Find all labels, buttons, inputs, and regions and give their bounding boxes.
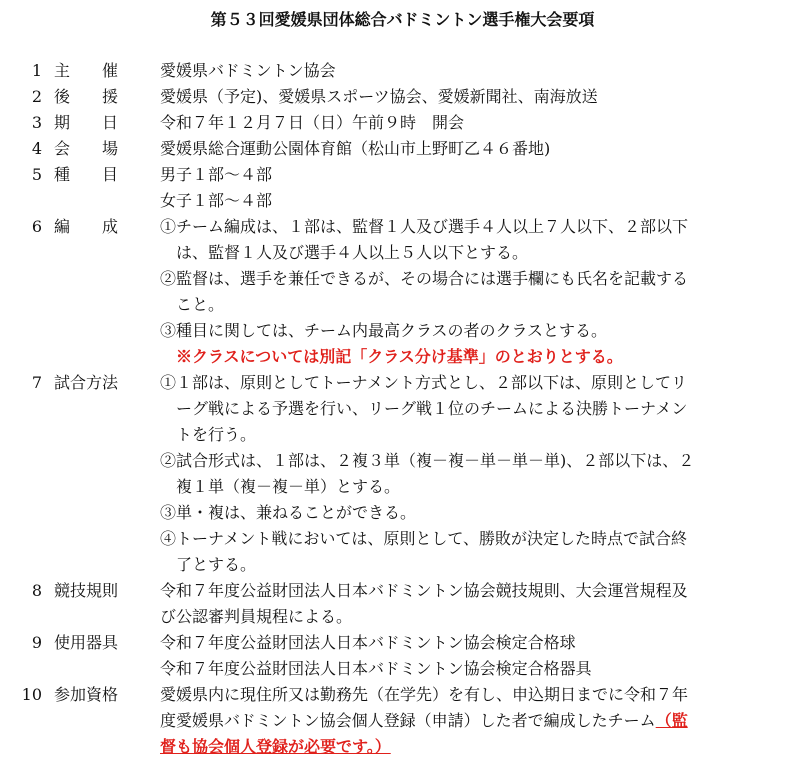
item-text: 愛媛県総合運動公園体育館（松山市上野町乙４６番地) xyxy=(160,139,551,158)
item-text: 愛媛県内に現住所又は勤務先（在学先）を有し、申込期日までに令和７年 xyxy=(160,685,689,704)
item-7-line-7 xyxy=(0,526,805,552)
item-number: 1 xyxy=(31,61,42,80)
item-7 xyxy=(0,370,805,396)
item-text: び公認審判員規程による。 xyxy=(160,607,353,626)
item-5 xyxy=(0,162,805,188)
item-text: ②監督は、選手を兼任できるが、その場合には選手欄にも氏名を記載する xyxy=(160,269,689,288)
item-text: ③単・複は、兼ねることができる。 xyxy=(160,503,417,522)
item-label: 試合方法 xyxy=(54,373,119,392)
item-10-line-2 xyxy=(0,708,805,734)
item-7-line-8 xyxy=(0,552,805,578)
item-number: 3 xyxy=(31,113,42,132)
item-7-line-6 xyxy=(0,500,805,526)
item-1 xyxy=(0,58,805,84)
item-text: ④トーナメント戦においては、原則として、勝敗が決定した時点で試合終 xyxy=(160,529,688,548)
item-text: 度愛媛県バドミントン協会個人登録（申請）した者で編成したチーム xyxy=(160,711,656,730)
page-title: 第５３回愛媛県団体総合バドミントン選手権大会要項 xyxy=(210,10,595,29)
item-text: 令和７年１２月７日（日）午前９時 開会 xyxy=(160,113,465,132)
item-label: 編 成 xyxy=(54,217,119,236)
item-text: トを行う。 xyxy=(160,425,257,444)
item-text: ーグ戦による予選を行い、リーグ戦１位のチームによる決勝トーナメン xyxy=(160,399,688,418)
item-text: 了とする。 xyxy=(160,555,257,574)
item-8-line-2 xyxy=(0,604,805,630)
item-text: ②試合形式は、１部は、２複３単（複－複－単－単－単)、２部以下は、２ xyxy=(160,451,695,470)
item-text: 愛媛県（予定)、愛媛県スポーツ協会、愛媛新聞社、南海放送 xyxy=(160,87,598,106)
item-number: 4 xyxy=(31,139,42,158)
item-6-line-3 xyxy=(0,266,805,292)
item-number: 9 xyxy=(31,633,42,652)
item-label: 主 催 xyxy=(54,61,119,80)
item-6-line-4 xyxy=(0,292,805,318)
item-label: 参加資格 xyxy=(54,685,119,704)
item-text: 愛媛県バドミントン協会 xyxy=(160,61,336,80)
registration-note-end: 督も協会個人登録が必要です。） xyxy=(160,737,391,756)
item-number: 7 xyxy=(31,373,42,392)
item-text: こと。 xyxy=(160,295,225,314)
item-number: 6 xyxy=(31,217,42,236)
item-text: 令和７年度公益財団法人日本バドミントン協会競技規則、大会運営規程及 xyxy=(160,581,688,600)
item-10-line-3 xyxy=(0,734,805,760)
item-8 xyxy=(0,578,805,604)
item-label: 種 目 xyxy=(54,165,119,184)
item-3 xyxy=(0,110,805,136)
item-text: 男子１部～４部 xyxy=(160,165,273,184)
registration-note-start: （監 xyxy=(655,711,688,730)
item-9-line-2 xyxy=(0,656,805,682)
item-10 xyxy=(0,682,805,708)
item-text-mixed xyxy=(160,708,790,734)
item-2 xyxy=(0,84,805,110)
item-7-line-2 xyxy=(0,396,805,422)
item-label: 競技規則 xyxy=(54,581,119,600)
item-number: 8 xyxy=(31,581,42,600)
item-6-line-5 xyxy=(0,318,805,344)
item-6-line-2 xyxy=(0,240,805,266)
item-label: 後 援 xyxy=(54,87,119,106)
item-7-line-5 xyxy=(0,474,805,500)
item-4 xyxy=(0,136,805,162)
item-label: 会 場 xyxy=(54,139,119,158)
item-text: ①１部は、原則としてトーナメント方式とし、２部以下は、原則としてリ xyxy=(160,373,688,392)
item-text: 女子１部～４部 xyxy=(160,191,273,210)
item-text: ③種目に関しては、チーム内最高クラスの者のクラスとする。 xyxy=(160,321,608,340)
item-label: 期 日 xyxy=(54,113,119,132)
item-text: 令和７年度公益財団法人日本バドミントン協会検定合格球 xyxy=(160,633,576,652)
item-6 xyxy=(0,214,805,240)
item-text: ①チーム編成は、１部は、監督１人及び選手４人以上７人以下、２部以下 xyxy=(160,217,689,236)
item-9 xyxy=(0,630,805,656)
item-text: は、監督１人及び選手４人以上５人以下とする。 xyxy=(160,243,529,262)
item-7-line-3 xyxy=(0,422,805,448)
item-label: 使用器具 xyxy=(54,633,119,652)
item-5-line-2 xyxy=(0,188,805,214)
class-note: ※クラスについては別記「クラス分け基準」のとおりとする。 xyxy=(176,347,623,366)
item-number: 5 xyxy=(31,165,42,184)
item-text: 令和７年度公益財団法人日本バドミントン協会検定合格器具 xyxy=(160,659,592,678)
item-number: 2 xyxy=(31,87,42,106)
item-7-line-4 xyxy=(0,448,805,474)
item-6-note xyxy=(0,344,805,370)
item-number: 10 xyxy=(21,685,42,704)
item-text: 複１単（複－複－単）とする。 xyxy=(160,477,401,496)
